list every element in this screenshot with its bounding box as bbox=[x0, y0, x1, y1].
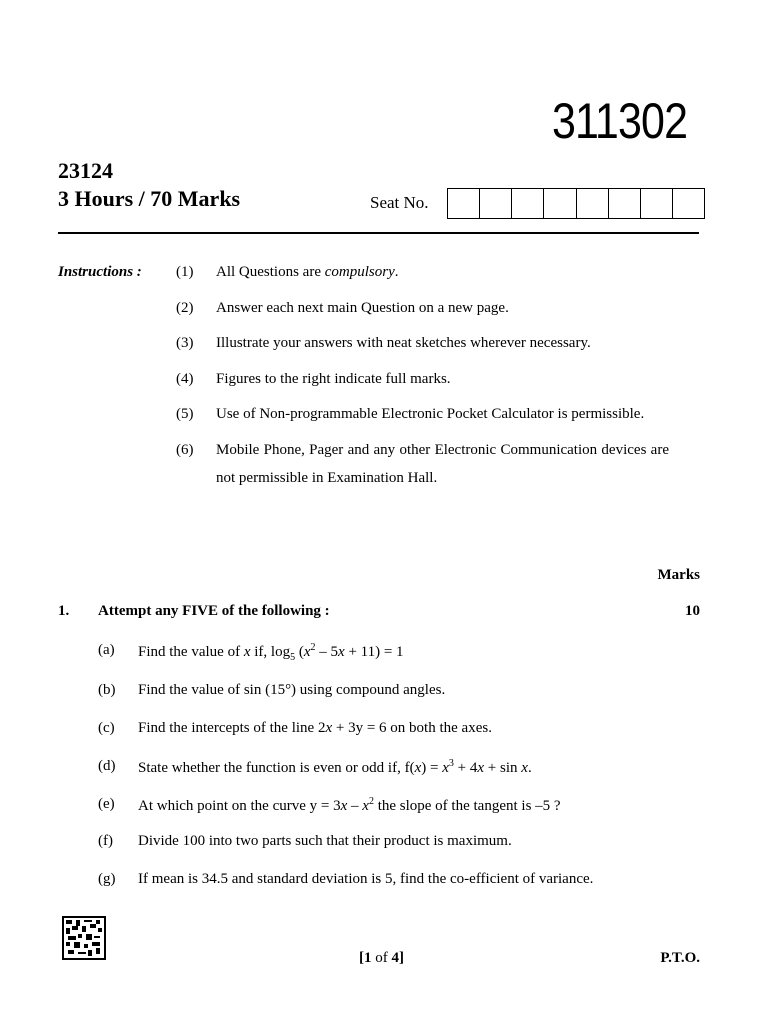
sub-question-label: (d) bbox=[98, 758, 116, 774]
paper-code: 311302 bbox=[552, 93, 688, 149]
sub-question-text: Find the value of sin (15°) using compound angles. bbox=[138, 682, 446, 698]
sub-question-label: (g) bbox=[98, 871, 116, 887]
instruction-number: (6) bbox=[176, 442, 194, 458]
instruction-text: Mobile Phone, Pager and any other Electronic Communication devices are not permissible in Examination Hall. bbox=[216, 442, 669, 486]
please-turn-over: P.T.O. bbox=[660, 950, 700, 966]
sub-question-label: (b) bbox=[98, 682, 116, 698]
sub-question-text: Find the intercepts of the line 2x + 3y = 6 on both the axes. bbox=[138, 720, 492, 736]
instruction-text: Illustrate your answers with neat sketches wherever necessary. bbox=[216, 335, 591, 351]
seat-box bbox=[480, 189, 512, 218]
sub-question-text: Divide 100 into two parts such that their product is maximum. bbox=[138, 833, 512, 849]
question-title: Attempt any FIVE of the following : bbox=[98, 603, 330, 619]
seat-box bbox=[609, 189, 641, 218]
page-number: [1 of 4] bbox=[359, 950, 404, 966]
instruction-text: Use of Non-programmable Electronic Pocket Calculator is permissible. bbox=[216, 406, 645, 422]
instruction-text: All Questions are compulsory. bbox=[216, 264, 399, 280]
seat-box bbox=[577, 189, 609, 218]
question-number: 1. bbox=[58, 603, 70, 619]
seat-box bbox=[641, 189, 673, 218]
question-marks: 10 bbox=[685, 603, 700, 619]
marks-column-header: Marks bbox=[657, 567, 700, 583]
instruction-number: (5) bbox=[176, 406, 194, 422]
qr-code-icon bbox=[62, 916, 106, 960]
instructions-label: Instructions : bbox=[58, 264, 142, 280]
sub-question-label: (c) bbox=[98, 720, 115, 736]
seat-box bbox=[544, 189, 576, 218]
instruction-number: (1) bbox=[176, 264, 194, 280]
seat-number-label: Seat No. bbox=[370, 193, 429, 212]
seat-box bbox=[448, 189, 480, 218]
sub-question-text: At which point on the curve $y = 3x - x^2$ the slope of the tangent is –5 ? bbox=[138, 796, 561, 814]
sub-question-label: (f) bbox=[98, 833, 113, 849]
seat-box bbox=[673, 189, 704, 218]
seat-number-boxes bbox=[447, 188, 705, 219]
duration-and-marks: 3 Hours / 70 Marks bbox=[58, 186, 241, 211]
sub-question-label: (e) bbox=[98, 796, 115, 812]
instruction-number: (3) bbox=[176, 335, 194, 351]
instruction-text: Figures to the right indicate full marks. bbox=[216, 371, 451, 387]
header-divider bbox=[58, 232, 699, 234]
instruction-number: (4) bbox=[176, 371, 194, 387]
sub-question-label: (a) bbox=[98, 642, 115, 658]
subject-code: 23124 bbox=[58, 158, 113, 183]
sub-question-text: Find the value of x if, $\log_5 (x^2 - 5x + 11) = 1$ bbox=[138, 642, 404, 663]
instruction-number: (2) bbox=[176, 300, 194, 316]
sub-question-text: If mean is 34.5 and standard deviation is 5, find the co-efficient of variance. bbox=[138, 871, 594, 887]
instruction-text: Answer each next main Question on a new page. bbox=[216, 300, 509, 316]
seat-box bbox=[512, 189, 544, 218]
sub-question-text: State whether the function is even or odd if, $f(x) = x^3 + 4x + \sin x$. bbox=[138, 758, 532, 776]
